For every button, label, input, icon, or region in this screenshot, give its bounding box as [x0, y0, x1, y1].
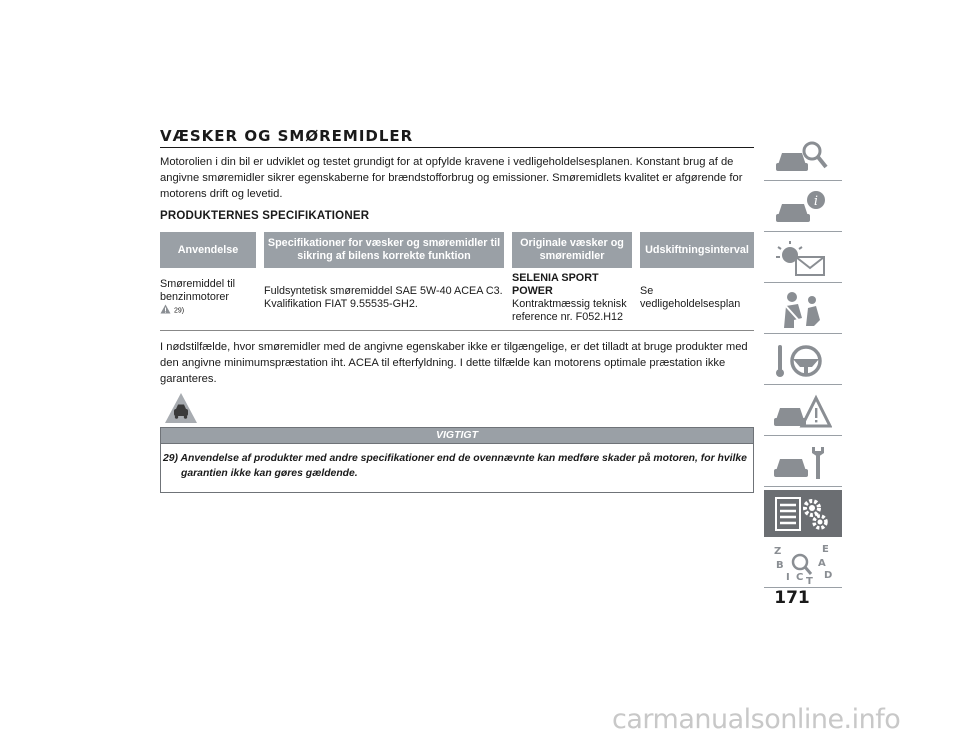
- header-specifications: Specifikationer for væsker og smøremidler til sikring af bilens korrekte funktion: [264, 232, 504, 268]
- cell-interval: Se vedligeholdelsesplan: [640, 268, 754, 331]
- section-title: VÆSKER OG SMØREMIDLER: [160, 127, 754, 148]
- tab-index[interactable]: [764, 540, 842, 588]
- cell-usage: [160, 268, 256, 331]
- svg-text:Z: Z: [774, 546, 782, 557]
- alphabet-index-icon: [772, 544, 832, 584]
- watermark: carmanualsonline.info: [612, 704, 901, 735]
- tab-driving[interactable]: [764, 337, 842, 385]
- car-hazard-triangle-icon: [772, 392, 832, 432]
- cell-specification: Fuldsyntetisk smøremiddel SAE 5W-40 ACEA C3. Kvalifikation FIAT 9.55535-GH2.: [264, 268, 504, 331]
- svg-text:B: B: [776, 560, 784, 571]
- usage-text: Smøremiddel til benzinmotorer: [160, 278, 235, 303]
- footnote-ref: 29): [174, 307, 185, 315]
- steering-wheel-icon: [772, 341, 832, 381]
- page-number: 171: [774, 588, 810, 608]
- svg-text:T: T: [806, 576, 813, 584]
- warning-box: [160, 427, 754, 493]
- table-header-row: [160, 232, 754, 268]
- specs-heading: PRODUKTERNES SPECIFIKATIONER: [160, 210, 370, 222]
- tab-safety[interactable]: [764, 286, 842, 334]
- svg-text:E: E: [822, 544, 829, 555]
- warning-text: 29) Anvendelse af produkter med andre specifikationer end de ovennævnte kan medføre skader på motoren, for hvilke garantien ikke kan gøres gældende.: [163, 453, 747, 479]
- specs-list-gears-icon: [772, 494, 832, 534]
- specifications-table: [160, 232, 754, 331]
- svg-text:I: I: [786, 572, 790, 583]
- tab-technical-data[interactable]: [764, 490, 842, 537]
- warning-title: VIGTIGT: [161, 428, 753, 444]
- header-usage: Anvendelse: [160, 232, 256, 268]
- chapter-tabs: [764, 133, 842, 591]
- intro-paragraph: Motorolien i din bil er udviklet og testet grundigt for at opfylde kravene i vedligeholdelsesplanen. Konstant brug af de angivne smøremidler sikrer egenskaberne for brændstofforbrug og emissioner. Smøremidlets kvalitet er afgørende for motorens drift og levetid.: [160, 156, 743, 200]
- car-info-icon: [772, 188, 832, 228]
- tab-car-info[interactable]: [764, 184, 842, 232]
- svg-text:A: A: [818, 558, 826, 569]
- product-name: SELENIA SPORT POWER: [512, 272, 599, 297]
- header-interval: Udskiftningsinterval: [640, 232, 754, 268]
- header-original-fluids: Originale væsker og smøremidler: [512, 232, 632, 268]
- car-search-icon: [772, 137, 832, 177]
- seat-belt-person-icon: [772, 290, 832, 330]
- tab-maintenance[interactable]: [764, 439, 842, 487]
- table-row: [160, 268, 754, 331]
- warning-triangle-icon: [160, 304, 171, 318]
- car-warning-icon: [164, 392, 198, 429]
- warning-light-message-icon: [772, 239, 832, 279]
- tab-emergency[interactable]: [764, 388, 842, 436]
- cell-original-product: [512, 268, 632, 331]
- car-wrench-icon: [772, 443, 832, 483]
- product-reference: Kontraktmæssig teknisk reference nr. F052.H12: [512, 298, 627, 323]
- svg-text:C: C: [796, 572, 804, 583]
- emergency-note: I nødstilfælde, hvor smøremidler med de angivne egenskaber ikke er tilgængelige, er det tilladt at bruge produkter med den angivne minimumspræstation iht. ACEA til efterfyldning. I dette tilfælde kan motorens optimale præstation ikke garanteres.: [160, 341, 748, 385]
- svg-text:i: i: [813, 194, 819, 209]
- tab-warning-lights[interactable]: [764, 235, 842, 283]
- tab-car-search[interactable]: [764, 133, 842, 181]
- svg-text:D: D: [824, 570, 832, 581]
